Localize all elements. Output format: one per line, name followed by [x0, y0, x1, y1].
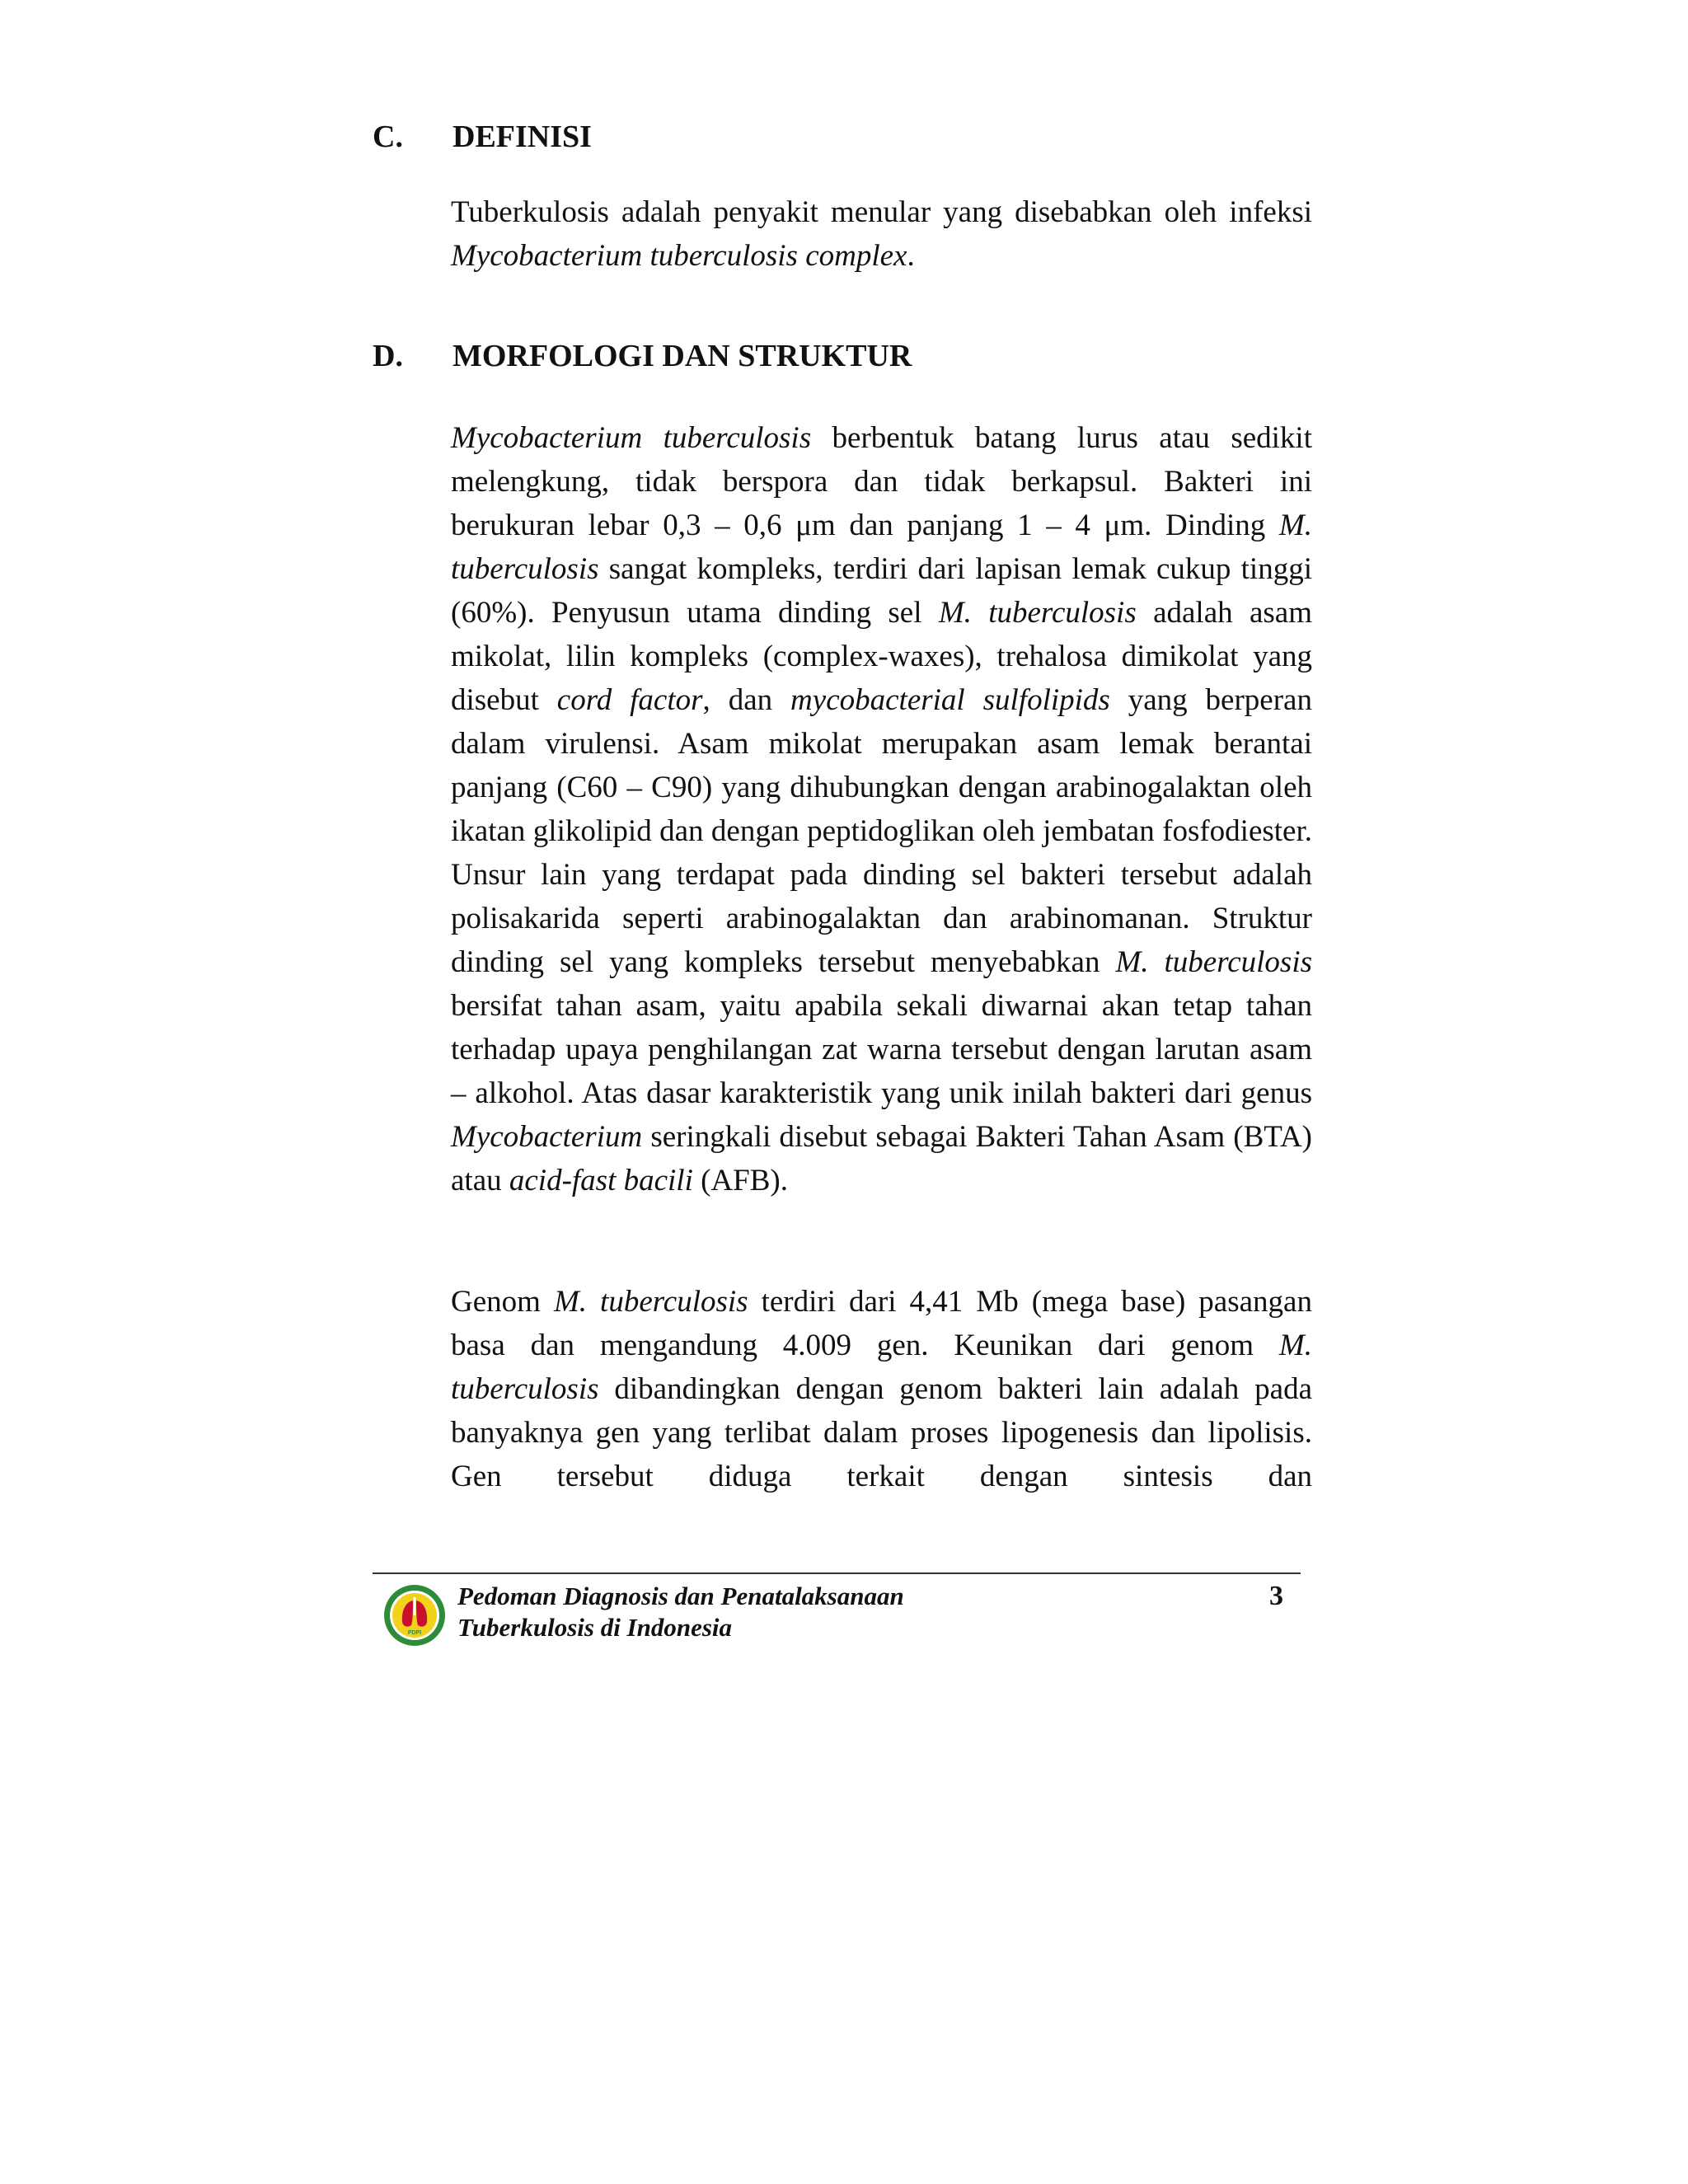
- footer-title-line-1: Pedoman Diagnosis dan Penatalaksanaan: [457, 1582, 904, 1610]
- italic-term: M. tuberculosis: [1115, 945, 1312, 979]
- italic-term: M. tuberculosis: [553, 1285, 748, 1319]
- text-run: terdiri dari 4,41 Mb (mega base) pasangan basa dan mengandung 4.009 gen. Keunikan dari genom: [451, 1285, 1312, 1362]
- section-heading-definisi: [373, 119, 592, 155]
- footer-rule: [373, 1572, 1301, 1574]
- text-run: Genom: [451, 1285, 554, 1319]
- text-run: (AFB).: [692, 1164, 788, 1197]
- section-letter: D.: [373, 339, 403, 373]
- italic-term: Mycobacterium tuberculosis: [451, 421, 812, 455]
- text-run: sangat kompleks, terdiri dari lapisan lemak cukup tinggi (60%). Penyusun utama dinding sel: [451, 552, 1312, 630]
- italic-term: Mycobacterium tuberculosis complex: [451, 239, 907, 273]
- text-run: dibandingkan dengan genom bakteri lain adalah pada banyaknya gen yang terlibat dalam proses lipogenesis dan lipolisis. Gen tersebut diduga terkait dengan sintesis dan: [451, 1372, 1312, 1493]
- text-run: bersifat tahan asam, yaitu apabila sekali diwarnai akan tetap tahan terhadap upaya penghilangan zat warna tersebut dengan larutan asam – alkohol. Atas dasar karakteristik yang unik inilah bakteri dari genus: [451, 989, 1312, 1110]
- pdpi-logo-icon: [383, 1584, 446, 1647]
- text-run: yang berperan dalam virulensi. Asam mikolat merupakan asam lemak berantai panjang (C60 – C90) yang dihubungkan dengan arabinogalaktan oleh ikatan glikolipid dan dengan peptidoglikan oleh jembatan fosfodiester. Unsur lain yang terdapat pada dinding sel bakteri tersebut adalah polisakarida seperti arabinogalaktan dan arabinomanan. Struktur dinding sel yang kompleks tersebut menyebabkan: [451, 683, 1312, 979]
- morphology-paragraph-1: [451, 416, 1312, 1202]
- morphology-paragraph-2: [451, 1280, 1312, 1498]
- text-run: Tuberkulosis adalah penyakit menular yang disebabkan oleh infeksi: [451, 195, 1312, 229]
- italic-term: Mycobacterium: [451, 1120, 643, 1154]
- section-letter: C.: [373, 120, 403, 154]
- text-run: seringkali disebut sebagai Bakteri Tahan Asam (BTA) atau: [451, 1120, 1312, 1197]
- italic-term: M. tuberculosis: [451, 1329, 1312, 1406]
- footer-title-line-2: Tuberkulosis di Indonesia: [457, 1613, 733, 1642]
- logo-text: PDPI: [407, 1630, 422, 1636]
- text-run: berbentuk batang lurus atau sedikit melengkung, tidak berspora dan tidak berkapsul. Bakteri ini berukuran lebar 0,3 – 0,6 μm dan panjang 1 – 4 μm. Dinding: [451, 421, 1312, 542]
- italic-term: mycobacterial sulfolipids: [790, 683, 1110, 717]
- text-run: adalah asam mikolat, lilin kompleks (complex-waxes), trehalosa dimikolat yang disebut: [451, 596, 1312, 717]
- section-heading-morfologi: [373, 338, 912, 374]
- logo-trachea: [414, 1597, 416, 1615]
- definition-paragraph: [451, 190, 1312, 278]
- page-number: 3: [1269, 1581, 1283, 1611]
- section-title: DEFINISI: [452, 120, 592, 154]
- italic-term: M. tuberculosis: [938, 596, 1137, 630]
- italic-term: M. tuberculosis: [451, 509, 1312, 586]
- footer-book-title: [457, 1581, 904, 1643]
- text-run: .: [907, 239, 915, 273]
- section-title: MORFOLOGI DAN STRUKTUR: [452, 339, 912, 373]
- italic-term: acid-fast bacili: [509, 1164, 693, 1197]
- text-run: , dan: [702, 683, 791, 717]
- italic-term: cord factor: [556, 683, 703, 717]
